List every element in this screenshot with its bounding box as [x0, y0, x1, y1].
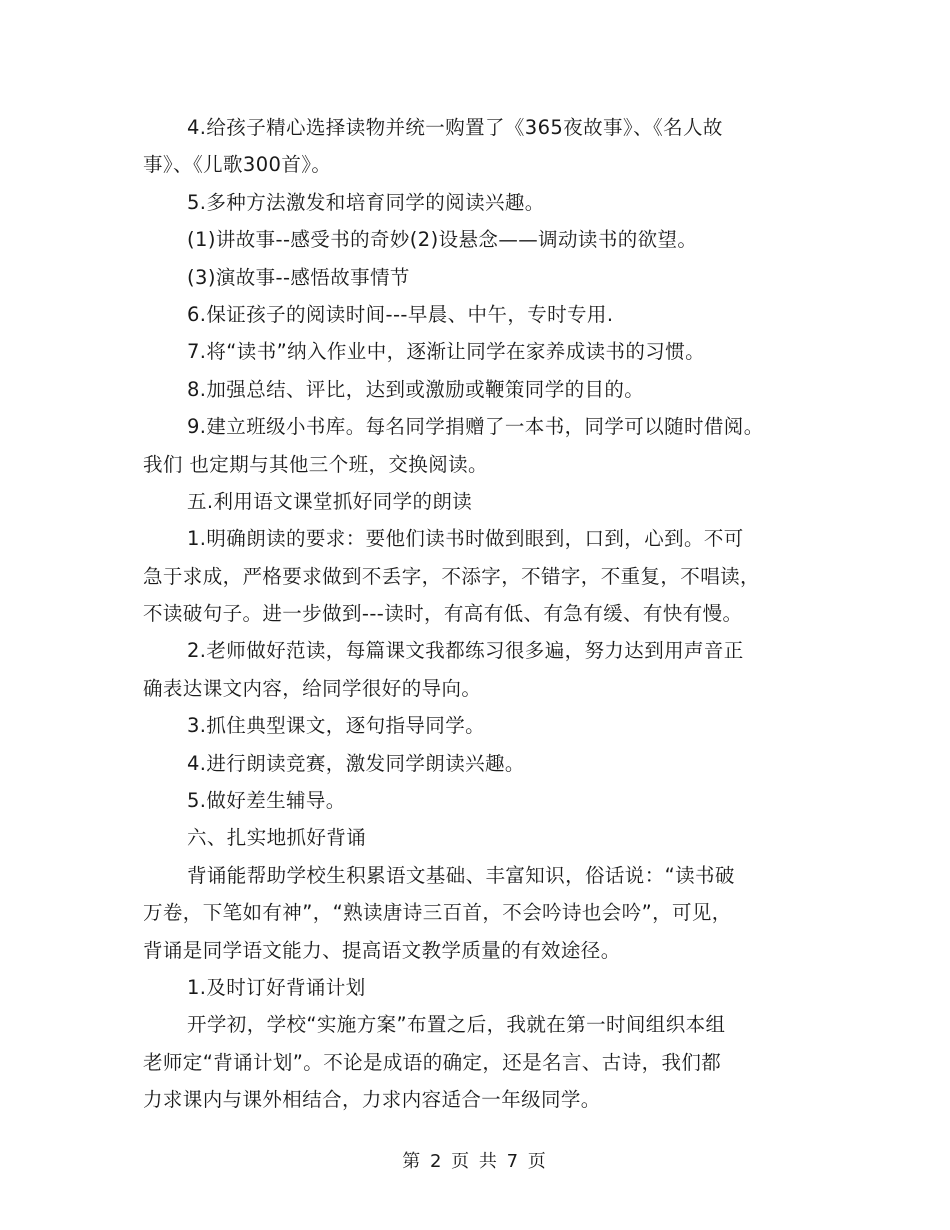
- paragraph-line: 事》、《儿歌300首》。: [143, 153, 332, 177]
- section-heading: 六、扎实地抓好背诵: [187, 826, 367, 850]
- paragraph-line: 不读破句子。进一步做到---读时，有高有低、有急有缓、有快有慢。: [143, 602, 743, 626]
- paragraph-line: 我们 也定期与其他三个班，交换阅读。: [143, 452, 488, 476]
- paragraph-line: 力求课内与课外相结合，力求内容适合一年级同学。: [143, 1088, 601, 1112]
- paragraph-line: 2.老师做好范读，每篇课文我都练习很多遍，努力达到用声音正: [187, 639, 744, 663]
- paragraph-line: 1.明确朗读的要求：要他们读书时做到眼到，口到，心到。不可: [187, 527, 744, 551]
- paragraph-line: 7.将“读书”纳入作业中，逐渐让同学在家养成读书的习惯。: [187, 340, 706, 364]
- paragraph-line: 急于求成，严格要求做到不丢字，不添字，不错字，不重复，不唱读，: [143, 564, 760, 588]
- page-number-footer: 第 2 页 共 7 页: [402, 1151, 548, 1172]
- paragraph-line: (3)演故事--感悟故事情节: [187, 265, 410, 289]
- paragraph-line: 4.给孩子精心选择读物并统一购置了《365夜故事》、《名人故: [187, 116, 723, 139]
- paragraph-line: 老师定“背诵计划”。不论是成语的确定，还是名言、古诗，我们都: [143, 1050, 722, 1074]
- paragraph-line: 确表达课文内容，给同学很好的导向。: [143, 676, 482, 700]
- paragraph-line: 万卷，下笔如有神”，“熟读唐诗三百首，不会吟诗也会吟”，可见，: [143, 901, 732, 925]
- paragraph-line: 8.加强总结、评比，达到或激励或鞭策同学的目的。: [187, 377, 645, 401]
- paragraph-line: 9.建立班级小书库。每名同学捐赠了一本书，同学可以随时借阅。: [187, 415, 764, 439]
- paragraph-line: (1)讲故事--感受书的奇妙(2)设悬念——调动读书的欲望。: [187, 228, 698, 252]
- section-heading: 五.利用语文课堂抓好同学的朗读: [187, 489, 473, 513]
- paragraph-line: 5.做好差生辅导。: [187, 789, 346, 813]
- paragraph-line: 3.抓住典型课文，逐句指导同学。: [187, 714, 486, 738]
- document-body: [143, 109, 819, 1119]
- paragraph-line: 6.保证孩子的阅读时间---早晨、中午，专时专用.: [187, 302, 614, 326]
- paragraph-line: 5.多种方法激发和培育同学的阅读兴趣。: [187, 190, 545, 214]
- paragraph-line: 1.及时订好背诵计划: [187, 975, 366, 999]
- paragraph-line: 开学初，学校“实施方案”布置之后，我就在第一时间组织本组: [187, 1013, 726, 1037]
- paragraph-line: 背诵是同学语文能力、提高语文教学质量的有效途径。: [143, 938, 621, 962]
- paragraph-line: 4.进行朗读竞赛，激发同学朗读兴趣。: [187, 751, 525, 775]
- paragraph-line: 背诵能帮助学校生积累语文基础、丰富知识，俗话说：“读书破: [187, 863, 735, 887]
